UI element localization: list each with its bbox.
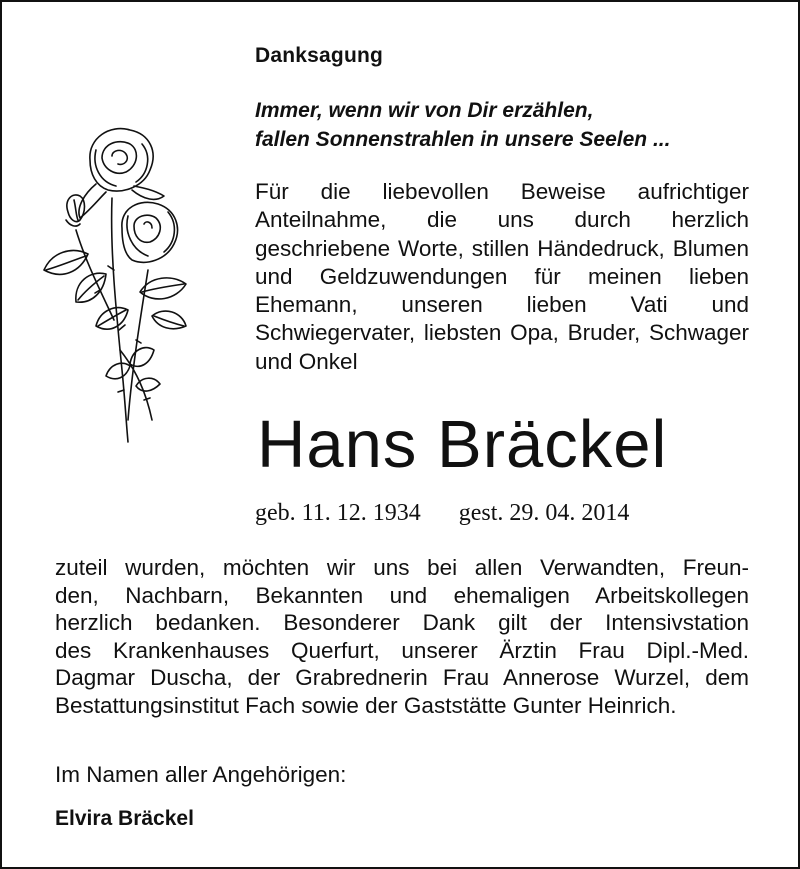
notice-heading: Danksagung — [255, 44, 384, 67]
paragraph-line: den, Nachbarn, Bekannten und ehemaligen Arbeitskollegen — [55, 582, 749, 608]
paragraph-line: Bestattungsinstitut Fach sowie der Gaststätte Gunter Heinrich. — [55, 692, 677, 718]
paragraph-line: herzlich bedanken. Besonderer Dank gilt der Intensivstation — [55, 610, 749, 636]
signature-name: Elvira Bräckel — [55, 807, 194, 830]
paragraph-line: des Krankenhauses Querfurt, unserer Ärztin Frau Dipl.-Med. — [55, 637, 749, 663]
birth-date: geb. 11. 12. 1934 — [255, 500, 421, 526]
closing-line: Im Namen aller Angehörigen: — [55, 762, 347, 787]
paragraph-line: zuteil wurden, möchten wir uns bei allen Verwandten, Freun- — [55, 555, 749, 580]
motto-line: Immer, wenn wir von Dir erzählen, — [255, 99, 594, 122]
motto-line: fallen Sonnenstrahlen in unsere Seelen ... — [255, 128, 671, 151]
intro-paragraph: Für die liebevollen Beweise aufrichtiger Anteilnahme, die uns durch herzlich geschriebene Worte, stillen Händedruck, Blumen und Geldzuwendungen für meinen lieben Ehemann, unseren lieben Vati und Schwiegervater, liebsten Opa, Bruder, Schwager und Onkel — [255, 179, 749, 374]
deceased-name: Hans Bräckel — [257, 407, 668, 482]
death-date: gest. 29. 04. 2014 — [458, 500, 630, 526]
life-dates — [255, 500, 629, 527]
motto-quote — [255, 96, 670, 154]
rose-icon — [40, 120, 192, 446]
thanks-paragraph — [55, 554, 749, 720]
paragraph-line: Dagmar Duscha, der Grabrednerin Frau Annerose Wurzel, dem — [55, 665, 749, 691]
